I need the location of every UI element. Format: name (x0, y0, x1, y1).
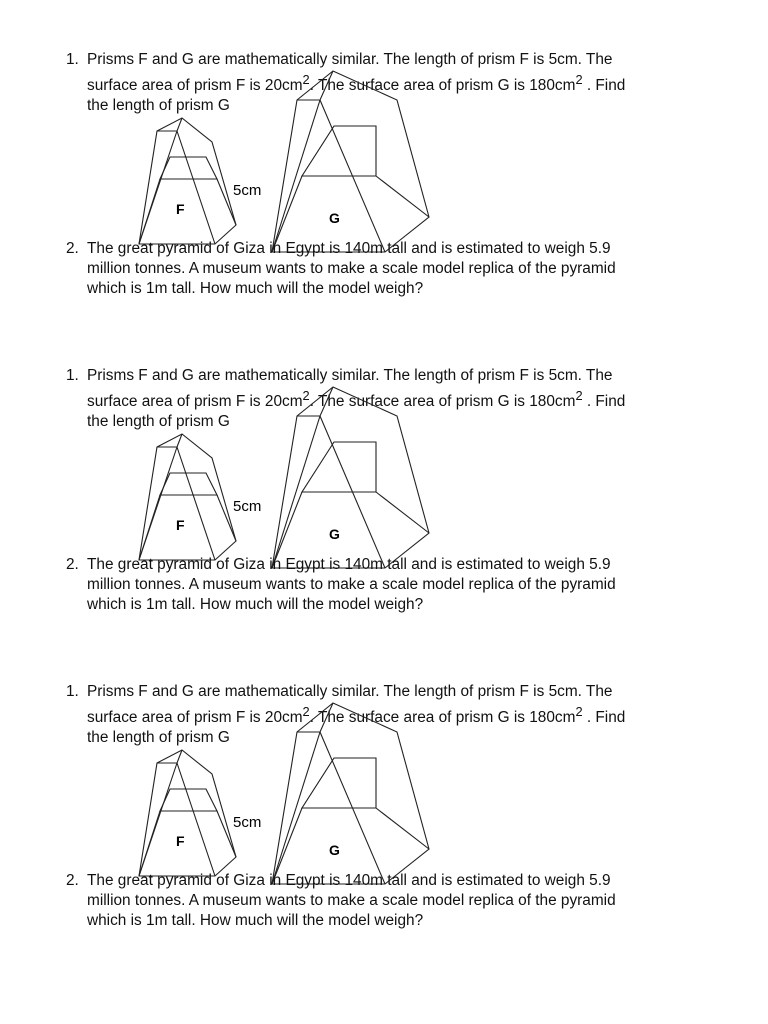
prism-g-outline (272, 71, 429, 252)
prism-f-edge (139, 179, 160, 244)
prism-f-label: F (176, 201, 185, 217)
prism-g-edge (376, 808, 429, 849)
prism-g-drawing (272, 703, 429, 884)
question-text (87, 871, 707, 931)
question-number: 2. (66, 556, 79, 573)
prism-g-label: G (329, 842, 340, 858)
prism-g-edge (320, 703, 333, 732)
superscript: 2 (575, 704, 583, 719)
prism-g-drawing (272, 71, 429, 252)
prisms-figure (0, 366, 768, 666)
prisms-figure (0, 682, 768, 982)
prism-g-inner-face (302, 758, 376, 808)
prism-g-edge (320, 387, 333, 416)
worksheet-block-3 (0, 682, 768, 982)
question-line: Prisms F and G are mathematically similar. The length of prism F is 5cm. The (87, 683, 613, 700)
question-line: Prisms F and G are mathematically similar. The length of prism F is 5cm. The (87, 367, 613, 384)
worksheet-block-2 (0, 366, 768, 666)
length-label: 5cm (233, 814, 262, 831)
superscript: 2 (575, 388, 583, 403)
prism-f-edge (139, 811, 160, 876)
prism-f-label: F (176, 833, 185, 849)
prism-f-drawing (139, 118, 236, 244)
worksheet-block-1 (0, 50, 768, 350)
question-line: The great pyramid of Giza in Egypt is 140m tall and is estimated to weigh 5.9 (87, 240, 611, 257)
text-run: surface area of prism F is 20cm (87, 393, 303, 411)
question-line: million tonnes. A museum wants to make a scale model replica of the pyramid (87, 260, 616, 277)
prism-f-label: F (176, 517, 185, 533)
text-run: . The surface area of prism G is 180cm (309, 393, 576, 411)
question-line: Prisms F and G are mathematically similar. The length of prism F is 5cm. The (87, 51, 613, 68)
superscript: 2 (302, 704, 310, 719)
text-run: . Find (582, 393, 626, 411)
prism-f-outline (139, 118, 236, 244)
question-line: the length of prism G (87, 97, 230, 115)
superscript: 2 (575, 72, 583, 87)
question-line: million tonnes. A museum wants to make a scale model replica of the pyramid (87, 576, 616, 593)
prism-f-edge (177, 763, 215, 876)
question-line: million tonnes. A museum wants to make a scale model replica of the pyramid (87, 892, 616, 909)
question-line: the length of prism G (87, 729, 230, 747)
prism-f-edge (177, 447, 215, 560)
superscript: 2 (302, 388, 310, 403)
question-number: 2. (66, 240, 79, 257)
text-run: surface area of prism F is 20cm (87, 77, 303, 95)
prism-f-edge (139, 495, 160, 560)
length-label: 5cm (233, 182, 262, 199)
prism-g-edge (376, 176, 429, 217)
text-run: . Find (582, 709, 626, 727)
superscript: 2 (302, 72, 310, 87)
question-number: 1. (66, 51, 79, 68)
text-run: . The surface area of prism G is 180cm (309, 77, 576, 95)
question-line: The great pyramid of Giza in Egypt is 140m tall and is estimated to weigh 5.9 (87, 872, 611, 889)
prism-g-edge (376, 492, 429, 533)
prism-f-outline (139, 434, 236, 560)
prism-g-outline (272, 387, 429, 568)
question-line: the length of prism G (87, 413, 230, 431)
prism-f-inner-face (160, 473, 217, 495)
prism-g-inner-face (302, 126, 376, 176)
prism-g-edge (320, 71, 333, 100)
question-number: 2. (66, 872, 79, 889)
question-text (87, 555, 707, 615)
question-line: The great pyramid of Giza in Egypt is 140m tall and is estimated to weigh 5.9 (87, 556, 611, 573)
question-line: which is 1m tall. How much will the model weigh? (87, 912, 424, 929)
question-number: 1. (66, 683, 79, 700)
question-number: 1. (66, 367, 79, 384)
prism-g-drawing (272, 387, 429, 568)
prism-f-inner-face (160, 789, 217, 811)
prism-f-edge (177, 131, 215, 244)
prism-g-label: G (329, 210, 340, 226)
text-run: surface area of prism F is 20cm (87, 709, 303, 727)
prism-f-drawing (139, 434, 236, 560)
length-label: 5cm (233, 498, 262, 515)
prism-g-outline (272, 703, 429, 884)
text-run: . The surface area of prism G is 180cm (309, 709, 576, 727)
prism-f-outline (139, 750, 236, 876)
text-run: . Find (582, 77, 626, 95)
prisms-figure (0, 50, 768, 350)
question-line: which is 1m tall. How much will the model weigh? (87, 596, 424, 613)
question-text (87, 239, 707, 299)
question-line: which is 1m tall. How much will the model weigh? (87, 280, 424, 297)
prism-g-label: G (329, 526, 340, 542)
prism-f-drawing (139, 750, 236, 876)
prism-g-inner-face (302, 442, 376, 492)
prism-f-inner-face (160, 157, 217, 179)
